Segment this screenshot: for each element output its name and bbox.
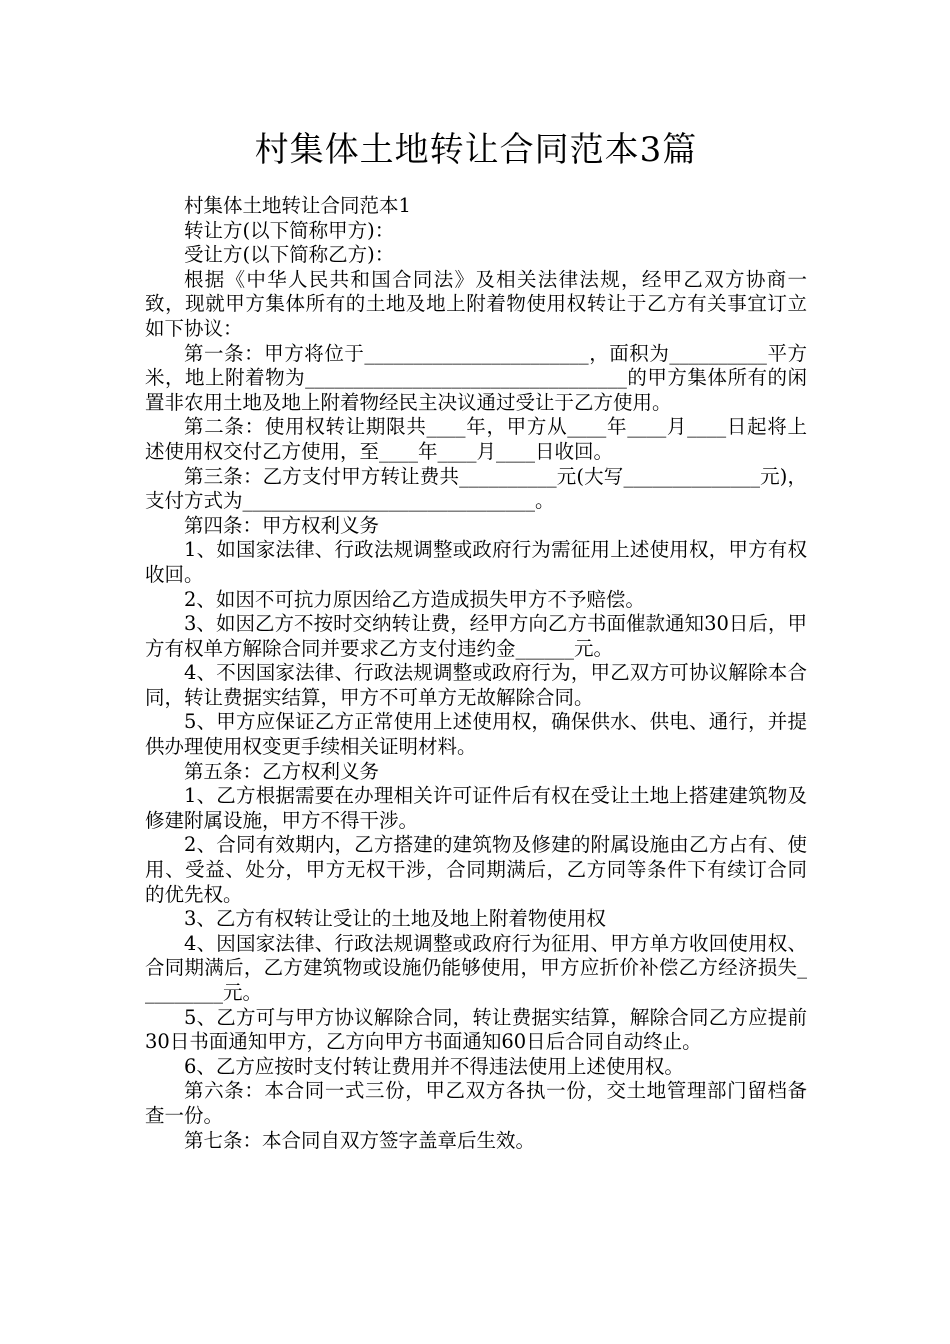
article-4-item-5: 5、甲方应保证乙方正常使用上述使用权，确保供水、供电、通行，并提供办理使用权变更手续相关证明材料。 xyxy=(145,710,807,759)
article-4-item-4: 4、不因国家法律、行政法规调整或政府行为，甲乙双方可协议解除本合同，转让费据实结算，甲方不可单方无故解除合同。 xyxy=(145,661,807,709)
article-5-item-2: 2、合同有效期内，乙方搭建的建筑物及修建的附属设施由乙方占有、使用、受益、处分，甲方无权干涉，合同期满后，乙方同等条件下有续订合同的优先权。 xyxy=(145,833,807,906)
article-4-item-2: 2、如因不可抗力原因给乙方造成损失甲方不予赔偿。 xyxy=(184,587,645,611)
article-2: 第二条：使用权转让期限共____年，甲方从____年____月____日起将上述使用权交付乙方使用，至____年____月____日收回。 xyxy=(145,415,807,463)
transferor-line: 转让方(以下简称甲方)： xyxy=(184,218,395,242)
document-title: 村集体土地转让合同范本3篇 xyxy=(254,130,698,170)
document-body xyxy=(145,194,807,1153)
contract-subtitle: 村集体土地转让合同范本1 xyxy=(184,194,411,217)
article-4-item-1: 1、如国家法律、行政法规调整或政府行为需征用上述使用权，甲方有权收回。 xyxy=(145,538,807,586)
transferee-line: 受让方(以下简称乙方)： xyxy=(184,243,395,267)
article-5-item-6: 6、乙方应按时支付转让费用并不得违法使用上述使用权。 xyxy=(184,1054,684,1078)
article-1: 第一条：甲方将位于_______________________，面积为__________平方米，地上附着物为_________________________________的甲方集体所有的闲置非农用土地及地上附着物经民主决议通过受让于乙方使用。 xyxy=(145,341,807,414)
article-4-item-3: 3、如因乙方不按时交纳转让费，经甲方向乙方书面催款通知30日后，甲方有权单方解除合同并要求乙方支付违约金______元。 xyxy=(145,612,807,660)
preamble: 根据《中华人民共和国合同法》及相关法律法规，经甲乙双方协商一致，现就甲方集体所有的土地及地上附着物使用权转让于乙方有关事宜订立如下协议： xyxy=(145,267,807,340)
article-5-item-3: 3、乙方有权转让受让的土地及地上附着物使用权 xyxy=(184,907,606,931)
article-4-heading: 第四条：甲方权利义务 xyxy=(184,513,380,537)
article-5-heading: 第五条：乙方权利义务 xyxy=(184,759,380,783)
article-5-item-4: 4、因国家法律、行政法规调整或政府行为征用、甲方单方收回使用权、合同期满后，乙方建筑物或设施仍能够使用，甲方应折价补偿乙方经济损失_________元。 xyxy=(145,931,807,1004)
article-5-item-1: 1、乙方根据需要在办理相关许可证件后有权在受让土地上搭建建筑物及修建附属设施，甲方不得干涉。 xyxy=(145,784,807,832)
article-3: 第三条：乙方支付甲方转让费共__________元(大写______________元)，支付方式为______________________________。 xyxy=(145,464,807,513)
article-6: 第六条：本合同一式三份，甲乙双方各执一份，交土地管理部门留档备查一份。 xyxy=(145,1079,807,1127)
article-5-item-5: 5、乙方可与甲方协议解除合同，转让费据实结算，解除合同乙方应提前30日书面通知甲方，乙方向甲方书面通知60日后合同自动终止。 xyxy=(145,1005,807,1054)
article-7: 第七条：本合同自双方签字盖章后生效。 xyxy=(184,1128,536,1152)
